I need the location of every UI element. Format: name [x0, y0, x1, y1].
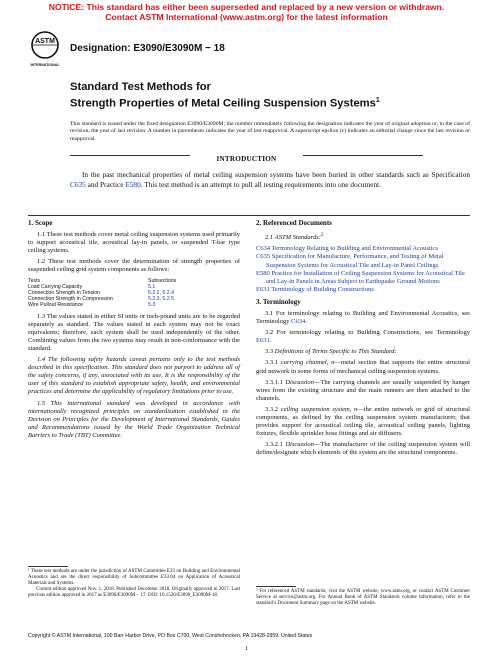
table-cell-subsection[interactable]: 5.1 — [148, 283, 156, 290]
left-column — [28, 215, 240, 443]
term-name: carrying channel, n — [280, 359, 335, 367]
section-1-1: 1.1 These test methods cover metal ceiling suspension systems used primarily to support acoustical tile, acoustical lay-in panels, or suspended T-bar type ceiling systems. — [28, 231, 240, 255]
section-1-5: 1.5 This international standard was developed in accordance with internationally recognized principles on standardization established in the Decision on Principles for the Development of International Standards, Guides and Recommendations issued by the World Trade Organization Technical Barriers to Trade (TBT) Committee. — [28, 399, 240, 439]
section-1-4: 1.4 The following safety hazards caveat pertains only to the test methods described in this specification. This standard does not purport to address all of the safety concerns, if any, associated with its use. It is the responsibility of the user of this standard to establish appropriate safety, health, and environmental practices and determine the applicability of regulatory limitations prior to use. — [28, 356, 240, 396]
section-3-2: 3.2 For terminology relating to Building Constructions, see Terminology E631. — [256, 329, 470, 345]
logo-subtext: INTERNATIONAL — [30, 63, 60, 67]
list-item — [256, 270, 470, 286]
scope-heading: 1. Scope — [28, 219, 53, 227]
section-3-3-2 — [256, 406, 470, 438]
footnote-rule-right — [256, 586, 296, 587]
discussion-text: —The manufacturer of the ceiling suspension system will define/designate which elements of the system are the structural components. — [256, 441, 470, 457]
ref-code-link[interactable]: C635 — [256, 253, 271, 261]
introduction-paragraph — [70, 170, 470, 189]
discussion-number: 3.3.1.1 — [265, 378, 286, 386]
title-footnote-marker: 1 — [375, 97, 380, 104]
list-item — [256, 253, 470, 269]
designation: Designation: E3090/E3090M − 18 — [70, 43, 225, 54]
list-item — [256, 245, 470, 253]
issued-note: This standard is issued under the fixed designation E3090/E3090M; the number immediately following the designation indicates the year of original adoption or, in the case of revision, the year of last revision. A number in parentheses indicates the year of last reapproval. A superscript epsilon (ε) indicates an editorial change since the last revision or reapproval. — [70, 121, 470, 142]
document-title — [70, 81, 470, 111]
term-definition: —metal section that supports the entire structural grid network in some forms of mechanical ceiling suspension systems. — [256, 359, 470, 375]
discussion-number: 3.3.2.1 — [265, 441, 286, 449]
ref-title[interactable]: Practice for Installation of Ceiling Suspension Systems for Acoustical Tile and Lay-in Panels in Areas Subject to Earthquake Ground Motions — [266, 269, 465, 285]
table-header-tests: Tests — [28, 277, 41, 284]
footnote-rule-left — [28, 566, 68, 567]
discussion-label: Discussion — [285, 378, 314, 386]
footnote-marker-2: 2 — [320, 232, 324, 239]
introduction-heading: INTRODUCTION — [216, 155, 277, 163]
section-3-3 — [256, 348, 470, 356]
referenced-documents-heading: 2. Referenced Documents — [256, 219, 332, 227]
page-number: 1 — [244, 645, 249, 652]
section-1-3: 1.3 The values stated in either SI units or inch-pound units are to be regarded separately as standard. The values stated in each system may not be exact equivalents; therefore, each system shall be used independently of the other. Combining values from the two systems may result in non-conformance with the standard. — [28, 312, 240, 352]
section-3-3-number: 3.3 — [265, 348, 275, 356]
table-cell-subsection[interactable]: 5.2.2, 5.2.4 — [148, 289, 174, 296]
section-2-1-number: 2.1 — [265, 234, 275, 242]
terminology-heading: 3. Terminology — [256, 297, 301, 306]
intro-text-2: and Practice — [85, 179, 126, 189]
intro-text-1: In the past mechanical properties of metal ceiling suspension systems have been buried in other standards such as Specification — [82, 170, 470, 179]
link-c634[interactable]: C634 — [291, 318, 306, 326]
ref-code-link[interactable]: C634 — [256, 245, 271, 253]
table-cell-test: Connection Strength in Tension — [28, 289, 101, 296]
notice-line-2: Contact ASTM International (www.astm.org) for the latest information — [105, 12, 388, 22]
link-e631[interactable]: E631 — [256, 337, 270, 345]
ref-title[interactable]: Terminology of Building Constructions — [269, 285, 374, 293]
reference-list — [256, 245, 470, 294]
ref-title[interactable]: Terminology Relating to Building and Environmental Acoustics — [270, 245, 438, 253]
table-row — [28, 302, 240, 308]
section-3-1: 3.1 For terminology relating to Building and Environmental Acoustics, see Terminology C634. — [256, 310, 470, 326]
list-item — [256, 286, 470, 294]
notice-line-1: NOTICE: This standard has either been superseded and replaced by a new version or withdrawn. — [48, 2, 445, 12]
discussion-label: Discussion — [285, 441, 314, 449]
section-3-3-2-1 — [256, 441, 470, 457]
section-3-1-text: 3.1 For terminology relating to Building and Environmental Acoustics, see Terminology — [256, 310, 470, 326]
right-column — [256, 215, 470, 461]
section-3-3-1 — [256, 359, 470, 375]
table-cell-subsection[interactable]: 5.2.3, 5.2.5 — [148, 296, 174, 303]
ref-code-link[interactable]: E631 — [256, 285, 270, 293]
table-header-subsections: Subsections — [148, 277, 177, 284]
logo-text: ASTM — [35, 38, 55, 45]
footnote-1-text: ¹ These test methods are under the jurisdiction of ASTM Committee E33 on Building and Environmental Acoustics and are the direct responsibility of Subcommittee E33.04 on Application of Acoustical Materials and Systems. — [28, 569, 240, 586]
term-definition: —the entire network or grid of structural components, as defined by the ceiling suspension system manufacturer, that provides support for acoustical ceiling tile, acoustical ceiling panels, lighting fixtures, flexible sprinkler hose fittings and air diffusers. — [256, 405, 470, 438]
footnote-1-edition: Current edition approved Nov. 1, 2018. Published December 2018. Originally approved in 2017. Last previous edition approved in 2017 as E3090/E3090M − 17. DOI: 10.1520/E3090_E3090M-18. — [28, 587, 240, 598]
term-number: 3.3.1 — [265, 359, 281, 367]
discussion-text: —The carrying channels are usually suspended by hanger wires from the existing structure and the main runners are then attached to the channels. — [256, 378, 470, 402]
table-cell-test: Wire Pullout Resistance — [28, 302, 84, 309]
link-c635[interactable]: C635 — [70, 179, 86, 189]
title-line-2 — [70, 94, 470, 111]
supersession-notice — [0, 2, 493, 22]
table-cell-subsection[interactable]: 5.3 — [148, 302, 156, 309]
intro-text-3: . This test method is an attempt to pull all testing requirements into one document. — [140, 179, 381, 189]
table-cell-test: Connection Strength in Compression — [28, 296, 113, 303]
ref-title[interactable]: Specification for Manufacture, Performance, and Testing of Metal Suspension Systems for Acoustical Tile and Lay-in Panel Ceilings — [266, 253, 444, 269]
footnote-2: ² For referenced ASTM standards, visit the ASTM website, www.astm.org, or contact ASTM Customer Service at service@astm.org. For Annual Book of ASTM Standards volume information, refer to the standard’s Document Summary page on the ASTM website. — [256, 589, 470, 606]
section-2-1 — [256, 231, 470, 242]
link-e580[interactable]: E580 — [125, 179, 141, 189]
tests-table — [28, 278, 240, 309]
copyright-line: Copyright © ASTM International, 100 Barr Harbor Drive, PO Box C700, West Conshohocken, PA 19428-2959. United States — [28, 633, 313, 639]
ref-code-link[interactable]: E580 — [256, 269, 270, 277]
table-cell-test: Load Carrying Capacity — [28, 283, 83, 290]
section-2-1-title: ASTM Standards: — [274, 234, 321, 242]
title-line-1: Standard Test Methods for — [70, 81, 211, 93]
section-3-3-title: Definitions of Terms Specific to This Standard: — [274, 348, 397, 356]
term-number: 3.3.2 — [265, 405, 281, 413]
section-3-3-1-1 — [256, 379, 470, 403]
title-line-2-text: Strength Properties of Metal Ceiling Suspension Systems — [70, 97, 376, 110]
astm-logo — [30, 30, 60, 74]
section-3-2-text: 3.2 For terminology relating to Building Constructions, see Terminology — [265, 329, 470, 337]
footnote-1 — [28, 569, 240, 599]
section-1-2: 1.2 These test methods cover the determination of strength properties of suspended ceiling grid system components as follows: — [28, 258, 240, 274]
term-name: ceiling suspension system, n — [280, 405, 358, 413]
